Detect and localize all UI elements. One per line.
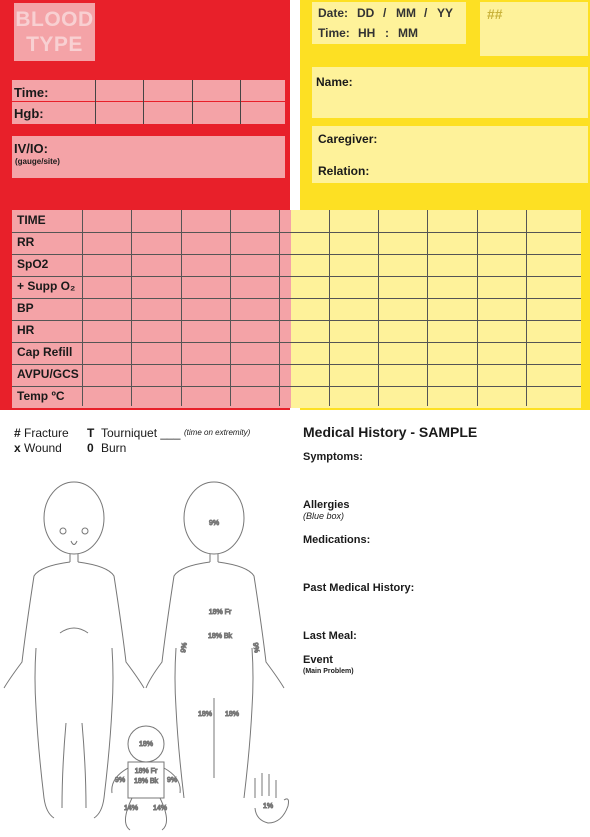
vitals-row-line <box>12 254 581 255</box>
body-diagram[interactable] <box>0 478 300 837</box>
time-hgb-grid[interactable] <box>12 80 285 124</box>
blood-type-line2: TYPE <box>26 33 83 56</box>
pct-back: 18% Bk <box>207 633 233 640</box>
last-meal-label[interactable]: Last Meal: <box>303 630 357 642</box>
relation-label: Relation: <box>318 164 370 178</box>
pct-child-back: 18% Bk <box>133 778 159 785</box>
time-label: Time: <box>14 85 49 100</box>
vitals-label-rr: RR <box>17 235 35 249</box>
ivio-label: IV/IO: <box>14 141 48 156</box>
vitals-col-line <box>477 210 478 406</box>
vitals-row-line <box>12 298 581 299</box>
vitals-col-line <box>131 210 132 406</box>
vitals-label-time: TIME <box>17 213 46 227</box>
allergies-label[interactable]: Allergies <box>303 499 350 511</box>
vitals-col-line <box>230 210 231 406</box>
pct-head-back: 9% <box>208 520 220 527</box>
pct-child-head: 18% <box>138 741 154 748</box>
pct-child-leg-left: 14% <box>123 805 139 812</box>
vitals-row-line <box>12 320 581 321</box>
pct-palm: 1% <box>262 803 274 810</box>
vitals-label-bp: BP <box>17 301 34 315</box>
pct-leg-right: 18% <box>224 711 240 718</box>
vitals-col-line <box>526 210 527 406</box>
burn-label: Burn <box>101 441 127 455</box>
pct-leg-left: 18% <box>197 711 213 718</box>
blood-type-line1: BLOOD <box>15 8 94 31</box>
vitals-row-line <box>12 386 581 387</box>
wound-symbol: x <box>14 441 21 455</box>
pct-child-front: 18% Fr <box>134 768 158 775</box>
time-min: MM <box>398 26 418 40</box>
vitals-row-line <box>12 232 581 233</box>
time-hh: HH <box>358 26 376 40</box>
event-label[interactable]: Event <box>303 654 333 666</box>
pct-child-arm-left: 9% <box>114 777 126 784</box>
vitals-label-temp: Temp ºC <box>17 389 65 403</box>
vitals-label-hr: HR <box>17 323 35 337</box>
vitals-col-line <box>82 210 83 406</box>
tourniquet-symbol: T <box>87 426 95 440</box>
pct-child-leg-right: 14% <box>152 805 168 812</box>
past-history-label[interactable]: Past Medical History: <box>303 582 415 594</box>
symptoms-label[interactable]: Symptoms: <box>303 451 363 463</box>
date-slash-1: / <box>383 6 387 20</box>
date-slash-2: / <box>424 6 428 20</box>
wound-label: Wound <box>24 441 62 455</box>
vitals-col-line <box>427 210 428 406</box>
pct-arm-right: 9% <box>251 642 260 654</box>
medications-label[interactable]: Medications: <box>303 534 371 546</box>
vitals-col-line <box>329 210 330 406</box>
pct-child-arm-right: 9% <box>166 777 178 784</box>
vitals-row-line <box>12 364 581 365</box>
date-label: Date: <box>318 6 349 20</box>
adult-back-figure[interactable] <box>146 482 284 798</box>
vitals-grid-right[interactable] <box>291 210 581 408</box>
time-colon: : <box>385 26 389 40</box>
vitals-label-cap-refill: Cap Refill <box>17 345 73 359</box>
date-yy: YY <box>437 6 454 20</box>
allergies-note: (Blue box) <box>303 511 345 521</box>
adult-front-figure[interactable] <box>4 482 144 818</box>
name-box[interactable] <box>312 67 588 118</box>
gauge-note: (gauge/site) <box>15 157 60 166</box>
tourniquet-note: (time on extremity) <box>184 428 251 437</box>
hgb-label: Hgb: <box>14 106 44 121</box>
vitals-label-supp-o2: + Supp O₂ <box>17 279 76 293</box>
vitals-col-line <box>279 210 280 406</box>
vitals-col-line <box>378 210 379 406</box>
blood-type-box[interactable] <box>14 3 95 61</box>
caregiver-label: Caregiver: <box>318 132 378 146</box>
pct-front: 18% Fr <box>208 609 232 616</box>
fracture-label: Fracture <box>24 426 69 440</box>
burn-symbol: 0 <box>87 441 94 455</box>
pct-arm-left: 9% <box>180 642 189 654</box>
vitals-row-line <box>12 276 581 277</box>
time-label-top: Time: <box>318 26 350 40</box>
vitals-label-avpu-gcs: AVPU/GCS <box>17 367 79 381</box>
tourniquet-label: Tourniquet ___ <box>101 426 181 440</box>
event-note: (Main Problem) <box>303 668 354 675</box>
number-box-label: ## <box>487 6 503 22</box>
name-label: Name: <box>316 75 353 89</box>
date-dd: DD <box>357 6 375 20</box>
vitals-label-spo2: SpO2 <box>17 257 49 271</box>
legend <box>14 426 294 456</box>
hand-figure[interactable] <box>255 773 289 823</box>
history-title: Medical History - SAMPLE <box>303 424 478 440</box>
fracture-symbol: # <box>14 426 21 440</box>
date-mm: MM <box>396 6 416 20</box>
vitals-row-line <box>12 342 581 343</box>
vitals-col-line <box>181 210 182 406</box>
